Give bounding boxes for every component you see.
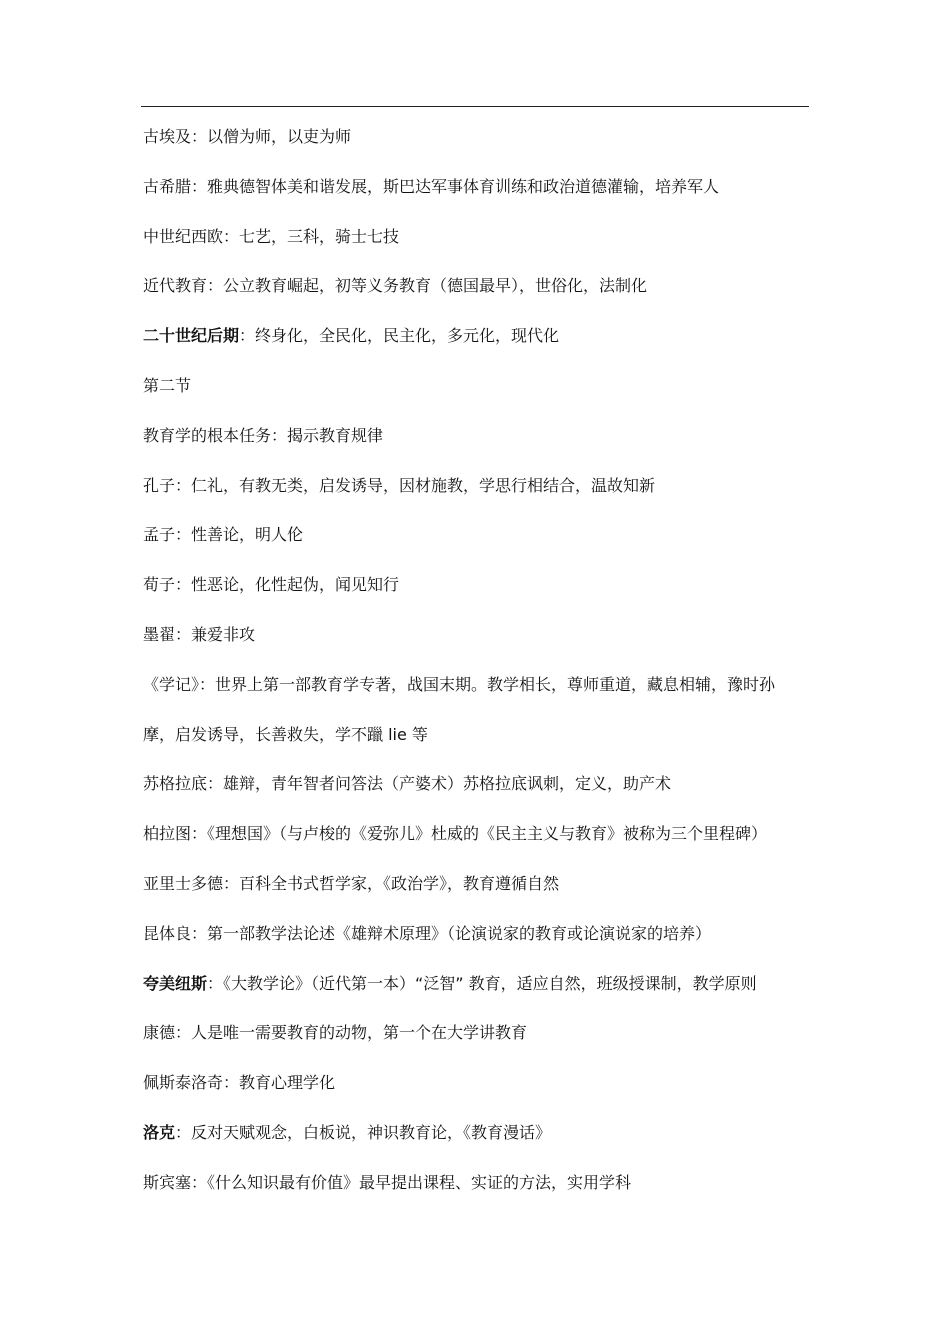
text-line-11: [143, 622, 813, 672]
line-text: 中世纪西欧：七艺，三科，骑士七技: [143, 226, 400, 246]
line-text: 亚里士多德：百科全书式哲学家，《政治学》，教育遵循自然: [143, 873, 560, 893]
text-line-18: [143, 971, 813, 1021]
line-text: ：终身化，全民化，民主化，多元化，现代化: [239, 326, 560, 346]
line-text: 古希腊：雅典德智体美和谐发展，斯巴达军事体育训练和政治道德灌输，培养军人: [143, 176, 720, 196]
text-line-7: [143, 423, 813, 473]
text-line-4: [143, 273, 813, 323]
line-text: 昆体良：第一部教学法论述《雄辩术原理》（论演说家的教育或论演说家的培养）: [143, 923, 712, 943]
text-line-16: [143, 871, 813, 921]
header-rule: [141, 106, 809, 107]
text-line-22: [143, 1170, 813, 1220]
section-heading: [143, 373, 813, 423]
line-text: 教育学的根本任务：揭示教育规律: [143, 425, 384, 445]
text-line-10: [143, 572, 813, 622]
text-line-21: [143, 1120, 813, 1170]
line-text: 荀子：性恶论，化性起伪，闻见知行: [143, 575, 400, 595]
line-text: ：反对天赋观念，白板说，神识教育论，《教育漫话》: [175, 1122, 552, 1142]
text-line-9: [143, 522, 813, 572]
bold-term: 二十世纪后期: [143, 326, 240, 346]
text-line-2: [143, 174, 813, 224]
text-line-5: [143, 323, 813, 373]
text-line-3: [143, 224, 813, 274]
text-line-8: [143, 473, 813, 523]
line-text: 第二节: [143, 375, 192, 395]
line-text: 孔子：仁礼，有教无类，启发诱导，因材施教，学思行相结合，温故知新: [143, 475, 656, 495]
text-line-14: [143, 771, 813, 821]
line-text: 孟子：性善论，明人伦: [143, 525, 304, 545]
line-text: 摩，启发诱导，长善救失，学不躐 lie 等: [143, 724, 428, 744]
text-line-13: [143, 722, 813, 772]
line-text: 佩斯泰洛奇：教育心理学化: [143, 1073, 336, 1093]
line-text: ：《大教学论》（近代第一本）“泛智” 教育，适应自然，班级授课制，教学原则: [207, 973, 757, 993]
text-line-15: [143, 821, 813, 871]
text-line-1: [143, 124, 813, 174]
bold-term: 洛克: [143, 1122, 176, 1142]
text-line-20: [143, 1070, 813, 1120]
line-text: 《学记》：世界上第一部教育学专著，战国末期。教学相长，尊师重道，藏息相辅，豫时孙: [143, 674, 776, 694]
line-text: 柏拉图：《理想国》（与卢梭的《爱弥儿》杜威的《民主主义与教育》被称为三个里程碑）: [143, 824, 768, 844]
line-text: 古埃及：以僧为师，以吏为师: [143, 127, 352, 146]
line-text: 苏格拉底：雄辩，青年智者问答法（产婆术）苏格拉底讽刺，定义，助产术: [143, 774, 672, 794]
line-text: 近代教育：公立教育崛起，初等义务教育（德国最早），世俗化，法制化: [143, 276, 648, 296]
text-line-17: [143, 921, 813, 971]
text-line-19: [143, 1020, 813, 1070]
line-text: 斯宾塞：《什么知识最有价值》最早提出课程、实证的方法，实用学科: [143, 1172, 632, 1192]
line-text: 墨翟：兼爱非攻: [143, 624, 256, 644]
text-line-12: [143, 672, 813, 722]
bold-term: 夸美纽斯: [143, 973, 208, 993]
line-text: 康德：人是唯一需要教育的动物，第一个在大学讲教育: [143, 1023, 528, 1043]
document-body: [143, 124, 813, 1220]
